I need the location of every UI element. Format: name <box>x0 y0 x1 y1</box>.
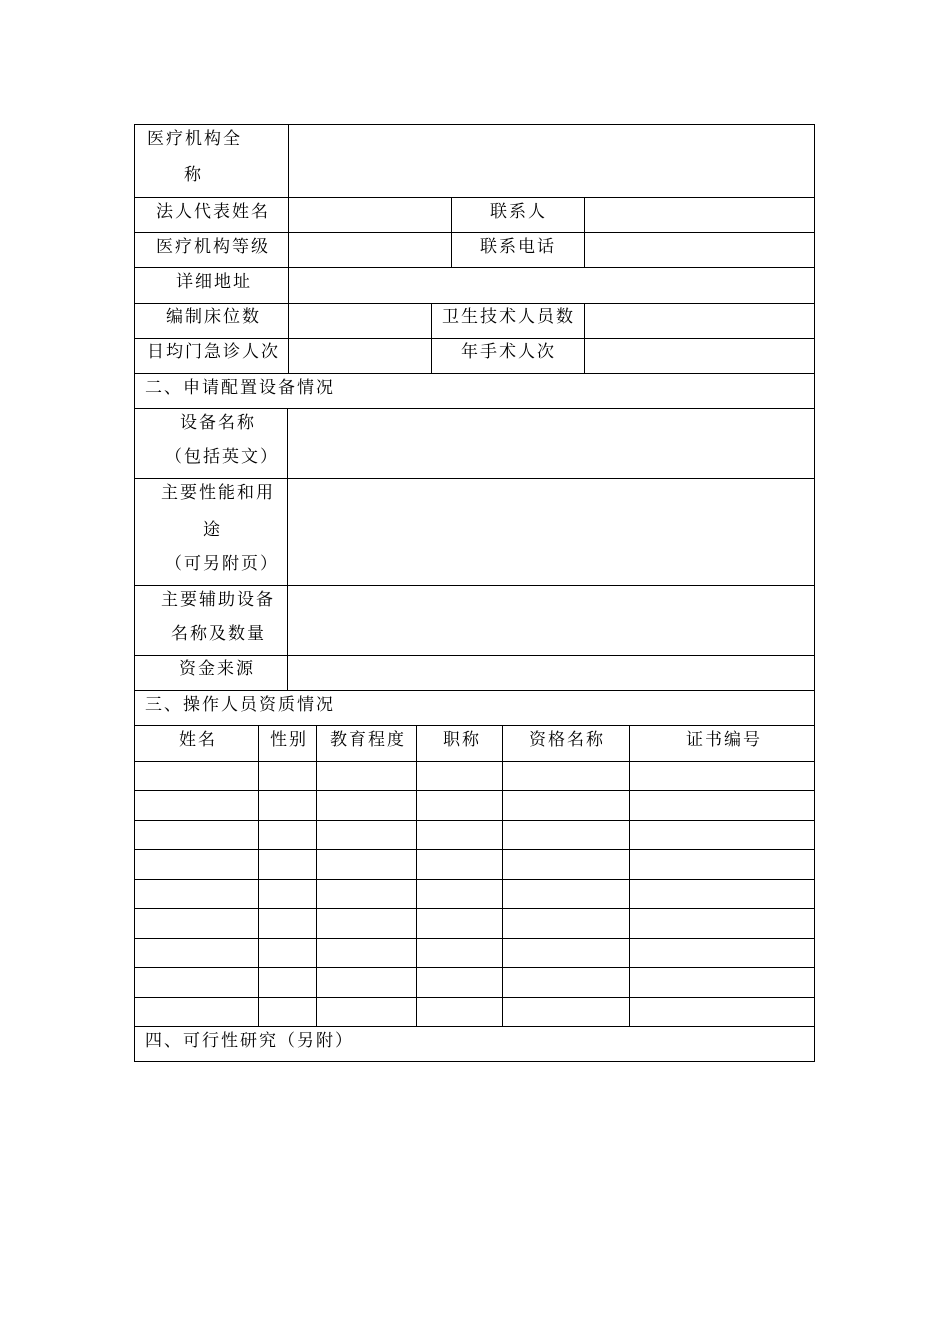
column-divider <box>502 725 503 1026</box>
label-daily-outpatient-visits: 日均门急诊人次 <box>147 342 280 362</box>
label-institution-full-name: 医疗机构全 <box>147 129 242 149</box>
section-2-heading: 二、申请配置设备情况 <box>145 378 335 398</box>
label-health-tech-staff: 卫生技术人员数 <box>442 307 575 327</box>
label-auxiliary-equipment-cont: 名称及数量 <box>171 624 266 644</box>
row-divider <box>135 908 814 909</box>
label-annual-surgeries: 年手术人次 <box>461 342 556 362</box>
row-divider <box>135 938 814 939</box>
row-divider <box>135 303 814 304</box>
row-divider <box>135 373 814 374</box>
column-header-name: 姓名 <box>179 730 217 750</box>
column-divider <box>584 197 585 267</box>
row-divider <box>135 761 814 762</box>
row-divider <box>135 849 814 850</box>
section-3-heading: 三、操作人员资质情况 <box>145 695 335 715</box>
row-divider <box>135 790 814 791</box>
row-divider <box>135 338 814 339</box>
label-institution-level: 医疗机构等级 <box>156 237 270 257</box>
row-divider <box>135 197 814 198</box>
label-funding-source: 资金来源 <box>179 659 255 679</box>
row-divider <box>135 655 814 656</box>
label-institution-full-name-cont: 称 <box>184 165 203 185</box>
label-contact-phone: 联系电话 <box>480 237 556 257</box>
column-divider <box>629 725 630 1026</box>
column-divider <box>584 303 585 373</box>
row-divider <box>135 967 814 968</box>
column-divider <box>287 408 288 690</box>
column-header-title: 职称 <box>443 730 481 750</box>
row-divider <box>135 478 814 479</box>
label-main-performance: 主要性能和用 <box>161 483 275 503</box>
row-divider <box>135 997 814 998</box>
column-header-certificate-no: 证书编号 <box>686 730 762 750</box>
column-divider <box>288 125 289 373</box>
column-header-gender: 性别 <box>270 730 308 750</box>
column-divider <box>316 725 317 1026</box>
row-divider <box>135 1026 814 1027</box>
column-divider <box>416 725 417 1026</box>
application-form-table <box>134 124 815 1062</box>
column-divider <box>431 303 432 373</box>
label-legal-representative-name: 法人代表姓名 <box>156 202 270 222</box>
row-divider <box>135 820 814 821</box>
row-divider <box>135 232 814 233</box>
row-divider <box>135 725 814 726</box>
row-divider <box>135 690 814 691</box>
column-divider <box>258 725 259 1026</box>
column-divider <box>451 197 452 267</box>
label-detailed-address: 详细地址 <box>176 272 252 292</box>
label-equipment-name: 设备名称 <box>180 413 256 433</box>
row-divider <box>135 585 814 586</box>
label-attach-pages-note: （可另附页） <box>165 554 279 574</box>
row-divider <box>135 267 814 268</box>
label-authorized-beds: 编制床位数 <box>166 307 261 327</box>
row-divider <box>135 408 814 409</box>
column-header-education: 教育程度 <box>330 730 406 750</box>
label-main-performance-cont: 途 <box>203 520 222 540</box>
label-auxiliary-equipment: 主要辅助设备 <box>161 590 275 610</box>
label-contact-person: 联系人 <box>490 202 547 222</box>
row-divider <box>135 879 814 880</box>
label-equipment-name-english: （包括英文） <box>165 447 279 467</box>
column-header-qualification: 资格名称 <box>529 730 605 750</box>
section-4-heading: 四、可行性研究（另附） <box>145 1031 354 1051</box>
